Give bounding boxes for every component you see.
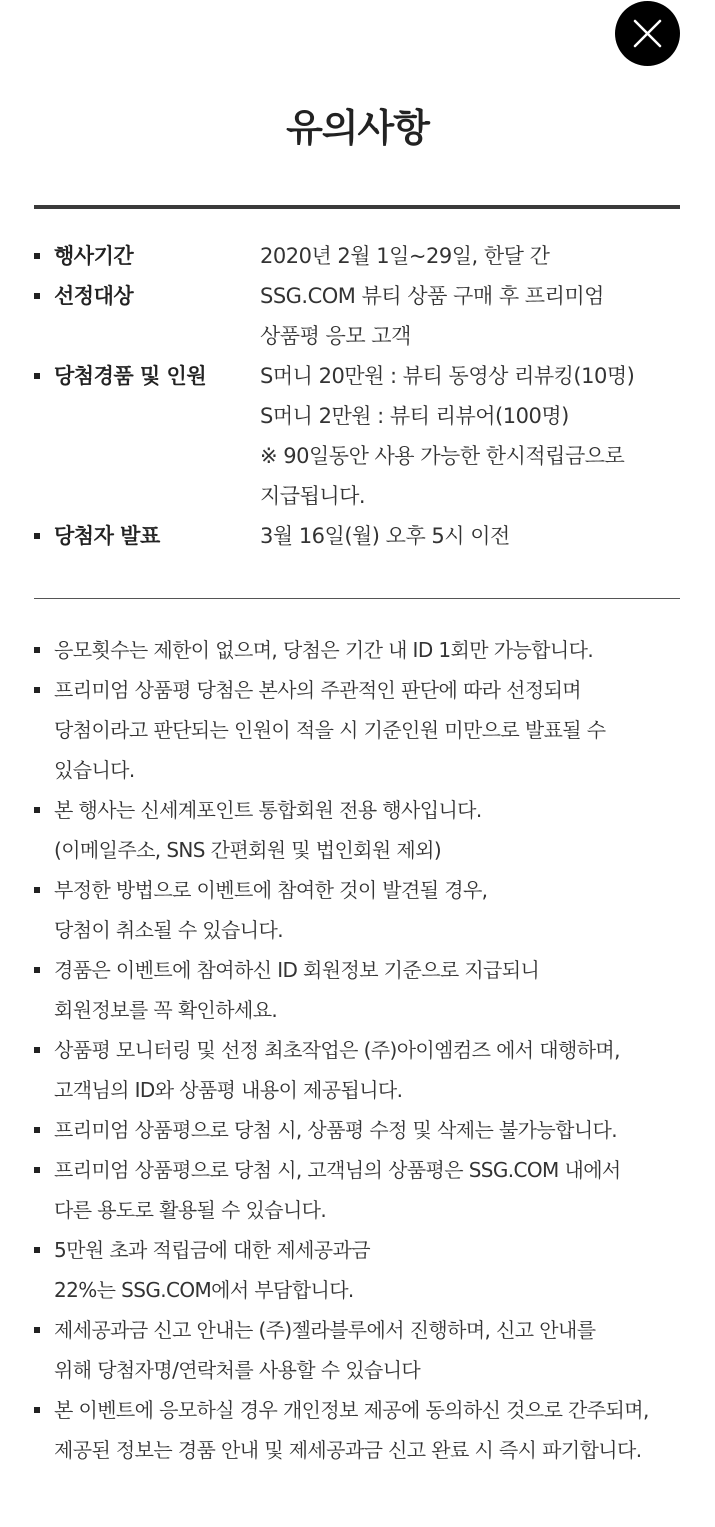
notice-text [54, 790, 694, 870]
notice-text [54, 950, 694, 1030]
notice-text [54, 1030, 694, 1110]
bullet-icon [34, 870, 54, 910]
bullet-icon [34, 1230, 54, 1270]
list-item [34, 1110, 694, 1150]
page-title: 유의사항 [286, 106, 429, 150]
title-divider [34, 205, 680, 209]
notice-text [54, 630, 694, 670]
notice-text [54, 1230, 694, 1310]
notice-text [54, 670, 694, 790]
bullet-icon [34, 1030, 54, 1070]
bullet-icon [34, 790, 54, 830]
bullet-icon [34, 1390, 54, 1430]
info-value-line: 상품평 응모 고객 [260, 324, 411, 348]
bullet-icon [34, 236, 54, 276]
list-item [34, 1230, 694, 1310]
list-item [34, 630, 694, 670]
notice-line: 5만원 초과 적립금에 대한 제세공과금 [54, 1238, 370, 1262]
notice-line: 프리미엄 상품평 당첨은 본사의 주관적인 판단에 따라 선정되며 [54, 678, 582, 702]
info-row-announcement [34, 516, 680, 556]
notice-text [54, 870, 694, 950]
list-item [34, 1150, 694, 1230]
bullet-icon [34, 276, 54, 316]
list-item [34, 950, 694, 1030]
close-button[interactable] [615, 1, 680, 66]
notice-line: 위해 당첨자명/연락처를 사용할 수 있습니다 [54, 1358, 421, 1382]
notice-line: 있습니다. [54, 758, 135, 782]
list-item [34, 670, 694, 790]
list-item [34, 1310, 694, 1390]
info-value-line: ※ 90일동안 사용 가능한 한시적립금으로 [260, 444, 625, 468]
list-item [34, 1390, 694, 1470]
notice-text [54, 1310, 694, 1390]
notice-line: 부정한 방법으로 이벤트에 참여한 것이 발견될 경우, [54, 878, 488, 902]
list-item [34, 870, 694, 950]
info-row-target [34, 276, 680, 356]
notice-line: 제세공과금 신고 안내는 (주)젤라블루에서 진행하며, 신고 안내를 [54, 1318, 596, 1342]
notice-line: 22%는 SSG.COM에서 부담합니다. [54, 1278, 354, 1302]
info-label: 당첨자 발표 [54, 524, 160, 548]
notice-line: 제공된 정보는 경품 안내 및 제세공과금 신고 완료 시 즉시 파기합니다. [54, 1438, 642, 1462]
info-value-line: 지급됩니다. [260, 484, 366, 508]
notice-text [54, 1110, 694, 1150]
notice-line: 회원정보를 꼭 확인하세요. [54, 998, 278, 1022]
info-row-period [34, 236, 680, 276]
notice-line: 본 이벤트에 응모하실 경우 개인정보 제공에 동의하신 것으로 간주되며, [54, 1398, 649, 1422]
notice-line: 당첨이라고 판단되는 인원이 적을 시 기준인원 미만으로 발표될 수 [54, 718, 606, 742]
notice-line: 경품은 이벤트에 참여하신 ID 회원정보 기준으로 지급되니 [54, 958, 540, 982]
notice-line: 본 행사는 신세계포인트 통합회원 전용 행사입니다. [54, 798, 482, 822]
bullet-icon [34, 356, 54, 396]
bullet-icon [34, 1310, 54, 1350]
info-value-line: S머니 2만원 : 뷰티 리뷰어(100명) [260, 404, 569, 428]
close-icon [615, 1, 680, 66]
notice-line: 상품평 모니터링 및 선정 최초작업은 (주)아이엠컴즈 에서 대행하며, [54, 1038, 620, 1062]
bullet-icon [34, 1150, 54, 1190]
notice-line: 당첨이 취소될 수 있습니다. [54, 918, 283, 942]
notice-line: 프리미엄 상품평으로 당첨 시, 상품평 수정 및 삭제는 불가능합니다. [54, 1118, 618, 1142]
info-value-line: SSG.COM 뷰티 상품 구매 후 프리미엄 [260, 284, 604, 308]
section-divider [34, 598, 680, 599]
bullet-icon [34, 950, 54, 990]
list-item [34, 790, 694, 870]
info-label: 당첨경품 및 인원 [54, 364, 207, 388]
bullet-icon [34, 670, 54, 710]
info-row-prizes [34, 356, 680, 516]
notice-line: 다른 용도로 활용될 수 있습니다. [54, 1198, 327, 1222]
info-value-line: 3월 16일(월) 오후 5시 이전 [260, 524, 510, 548]
list-item [34, 1030, 694, 1110]
info-value-line: 2020년 2월 1일~29일, 한달 간 [260, 244, 550, 268]
info-value [260, 516, 680, 556]
bullet-icon [34, 516, 54, 556]
info-value [260, 276, 680, 356]
info-value [260, 356, 680, 516]
notice-line: (이메일주소, SNS 간편회원 및 법인회원 제외) [54, 838, 442, 862]
notice-line: 고객님의 ID와 상품평 내용이 제공됩니다. [54, 1078, 403, 1102]
notice-text [54, 1150, 694, 1230]
notice-text [54, 1390, 694, 1470]
notice-line: 응모횟수는 제한이 없으며, 당첨은 기간 내 ID 1회만 가능합니다. [54, 638, 594, 662]
bullet-icon [34, 630, 54, 670]
info-value [260, 236, 680, 276]
info-label: 선정대상 [54, 284, 134, 308]
info-label: 행사기간 [54, 244, 134, 268]
event-info-list [34, 236, 680, 556]
notice-line: 프리미엄 상품평으로 당첨 시, 고객님의 상품평은 SSG.COM 내에서 [54, 1158, 621, 1182]
info-value-line: S머니 20만원 : 뷰티 동영상 리뷰킹(10명) [260, 364, 635, 388]
notice-list [34, 630, 694, 1470]
bullet-icon [34, 1110, 54, 1150]
